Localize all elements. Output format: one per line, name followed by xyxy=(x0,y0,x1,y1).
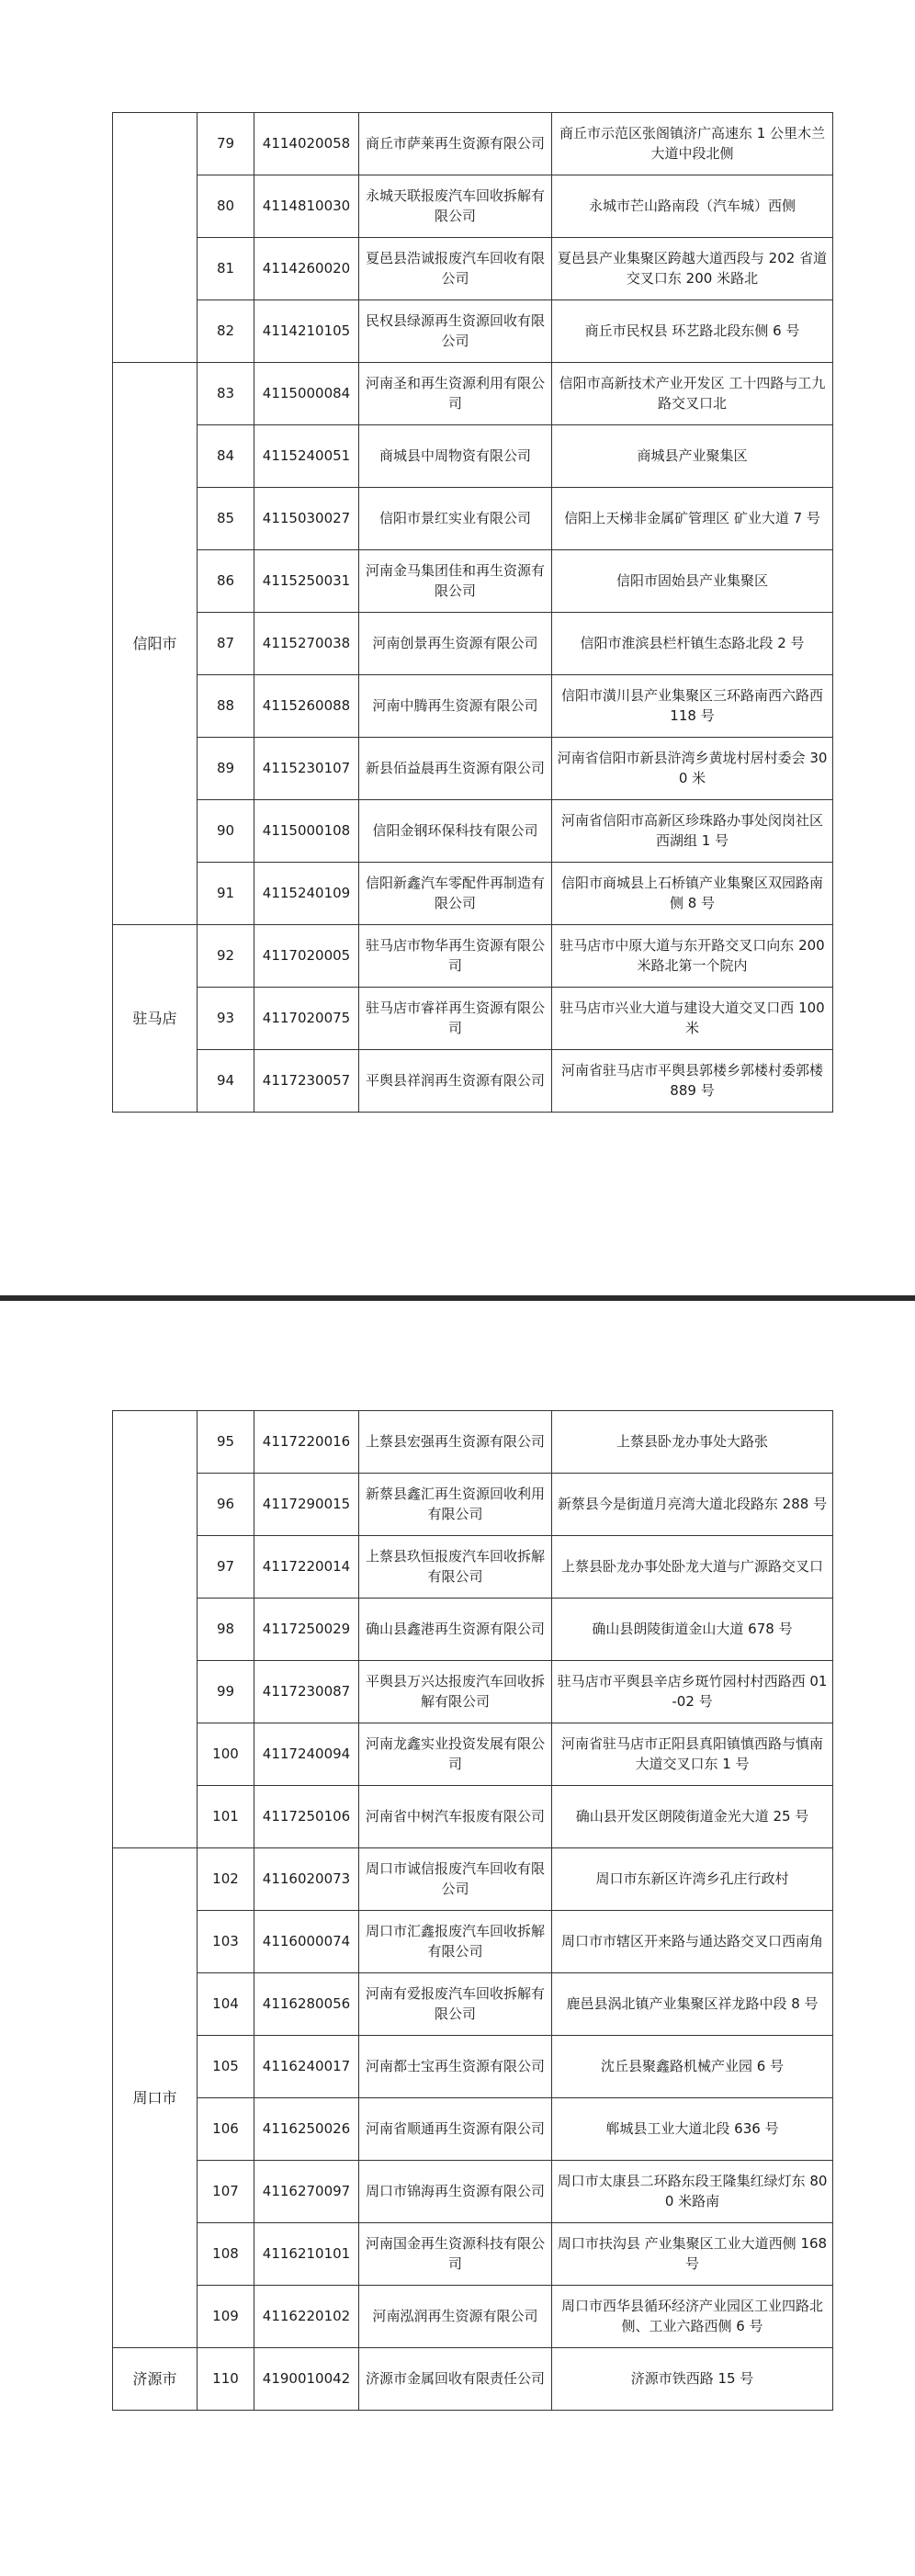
registration-code-cell: 4115240109 xyxy=(254,863,359,925)
registration-code-cell: 4115030027 xyxy=(254,488,359,550)
address-cell: 商城县产业聚集区 xyxy=(552,425,833,488)
registration-code-cell: 4117290015 xyxy=(254,1474,359,1536)
registration-code-cell: 4117250106 xyxy=(254,1786,359,1848)
table-row xyxy=(113,675,833,738)
address-cell: 鹿邑县涡北镇产业集聚区祥龙路中段 8 号 xyxy=(552,1973,833,2036)
row-number-cell: 89 xyxy=(198,738,254,800)
registration-code-cell: 4117230087 xyxy=(254,1661,359,1723)
table-body-page-1 xyxy=(113,113,833,1113)
table-row xyxy=(113,1723,833,1786)
registration-code-cell: 4117220016 xyxy=(254,1411,359,1474)
company-name-cell: 驻马店市物华再生资源有限公司 xyxy=(359,925,552,988)
company-name-cell: 济源市金属回收有限责任公司 xyxy=(359,2348,552,2411)
registration-code-cell: 4117230057 xyxy=(254,1050,359,1113)
row-number-cell: 82 xyxy=(198,300,254,363)
company-name-cell: 商丘市萨莱再生资源有限公司 xyxy=(359,113,552,175)
table-row xyxy=(113,2223,833,2286)
address-cell: 信阳市高新技术产业开发区 工十四路与工九路交叉口北 xyxy=(552,363,833,425)
document-page-2 xyxy=(0,1301,915,2576)
address-cell: 驻马店市平舆县辛店乡斑竹园村村西路西 01-02 号 xyxy=(552,1661,833,1723)
table-row xyxy=(113,1050,833,1113)
registration-code-cell: 4116240017 xyxy=(254,2036,359,2098)
recycler-table-page-1 xyxy=(112,112,833,1113)
registration-code-cell: 4116270097 xyxy=(254,2161,359,2223)
address-cell: 信阳市淮滨县栏杆镇生态路北段 2 号 xyxy=(552,613,833,675)
company-name-cell: 永城天联报废汽车回收拆解有限公司 xyxy=(359,175,552,238)
table-row xyxy=(113,1786,833,1848)
address-cell: 周口市西华县循环经济产业园区工业四路北侧、工业六路西侧 6 号 xyxy=(552,2286,833,2348)
registration-code-cell: 4115230107 xyxy=(254,738,359,800)
row-number-cell: 81 xyxy=(198,238,254,300)
registration-code-cell: 4115260088 xyxy=(254,675,359,738)
address-cell: 周口市扶沟县 产业集聚区工业大道西侧 168 号 xyxy=(552,2223,833,2286)
row-number-cell: 103 xyxy=(198,1911,254,1973)
table-row xyxy=(113,488,833,550)
company-name-cell: 河南龙鑫实业投资发展有限公司 xyxy=(359,1723,552,1786)
company-name-cell: 河南泓润再生资源有限公司 xyxy=(359,2286,552,2348)
registration-code-cell: 4116220102 xyxy=(254,2286,359,2348)
address-cell: 驻马店市中原大道与东开路交叉口向东 200 米路北第一个院内 xyxy=(552,925,833,988)
company-name-cell: 平舆县祥润再生资源有限公司 xyxy=(359,1050,552,1113)
registration-code-cell: 4117250029 xyxy=(254,1599,359,1661)
company-name-cell: 河南有爱报废汽车回收拆解有限公司 xyxy=(359,1973,552,2036)
company-name-cell: 商城县中周物资有限公司 xyxy=(359,425,552,488)
registration-code-cell: 4114810030 xyxy=(254,175,359,238)
company-name-cell: 信阳金钢环保科技有限公司 xyxy=(359,800,552,863)
company-name-cell: 周口市锦海再生资源有限公司 xyxy=(359,2161,552,2223)
table-row xyxy=(113,113,833,175)
company-name-cell: 河南国金再生资源科技有限公司 xyxy=(359,2223,552,2286)
table-row xyxy=(113,425,833,488)
address-cell: 上蔡县卧龙办事处大路张 xyxy=(552,1411,833,1474)
company-name-cell: 河南圣和再生资源利用有限公司 xyxy=(359,363,552,425)
address-cell: 驻马店市兴业大道与建设大道交叉口西 100 米 xyxy=(552,988,833,1050)
row-number-cell: 93 xyxy=(198,988,254,1050)
registration-code-cell: 4117020005 xyxy=(254,925,359,988)
company-name-cell: 平舆县万兴达报废汽车回收拆解有限公司 xyxy=(359,1661,552,1723)
city-cell: 周口市 xyxy=(113,1848,198,2348)
row-number-cell: 87 xyxy=(198,613,254,675)
company-name-cell: 夏邑县浩诚报废汽车回收有限公司 xyxy=(359,238,552,300)
company-name-cell: 民权县绿源再生资源回收有限公司 xyxy=(359,300,552,363)
registration-code-cell: 4115250031 xyxy=(254,550,359,613)
company-name-cell: 河南省中树汽车报废有限公司 xyxy=(359,1786,552,1848)
table-row xyxy=(113,238,833,300)
table-row xyxy=(113,1411,833,1474)
row-number-cell: 99 xyxy=(198,1661,254,1723)
registration-code-cell: 4115240051 xyxy=(254,425,359,488)
address-cell: 夏邑县产业集聚区跨越大道西段与 202 省道交叉口东 200 米路北 xyxy=(552,238,833,300)
company-name-cell: 上蔡县宏强再生资源有限公司 xyxy=(359,1411,552,1474)
table-row xyxy=(113,2348,833,2411)
registration-code-cell: 4116020073 xyxy=(254,1848,359,1911)
company-name-cell: 新县佰益晨再生资源有限公司 xyxy=(359,738,552,800)
row-number-cell: 102 xyxy=(198,1848,254,1911)
table-row xyxy=(113,1973,833,2036)
registration-code-cell: 4115270038 xyxy=(254,613,359,675)
registration-code-cell: 4116000074 xyxy=(254,1911,359,1973)
company-name-cell: 确山县鑫港再生资源有限公司 xyxy=(359,1599,552,1661)
registration-code-cell: 4115000108 xyxy=(254,800,359,863)
address-cell: 信阳市固始县产业集聚区 xyxy=(552,550,833,613)
address-cell: 信阳上天梯非金属矿管理区 矿业大道 7 号 xyxy=(552,488,833,550)
row-number-cell: 90 xyxy=(198,800,254,863)
row-number-cell: 94 xyxy=(198,1050,254,1113)
table-row xyxy=(113,1911,833,1973)
address-cell: 沈丘县聚鑫路机械产业园 6 号 xyxy=(552,2036,833,2098)
row-number-cell: 100 xyxy=(198,1723,254,1786)
row-number-cell: 80 xyxy=(198,175,254,238)
table-row xyxy=(113,550,833,613)
table-row xyxy=(113,925,833,988)
address-cell: 上蔡县卧龙办事处卧龙大道与广源路交叉口 xyxy=(552,1536,833,1599)
table-row xyxy=(113,1848,833,1911)
city-cell xyxy=(113,1411,198,1848)
registration-code-cell: 4114020058 xyxy=(254,113,359,175)
row-number-cell: 84 xyxy=(198,425,254,488)
company-name-cell: 周口市汇鑫报废汽车回收拆解有限公司 xyxy=(359,1911,552,1973)
city-cell xyxy=(113,113,198,363)
registration-code-cell: 4116280056 xyxy=(254,1973,359,2036)
company-name-cell: 河南都士宝再生资源有限公司 xyxy=(359,2036,552,2098)
row-number-cell: 109 xyxy=(198,2286,254,2348)
row-number-cell: 92 xyxy=(198,925,254,988)
table-row xyxy=(113,738,833,800)
city-cell: 济源市 xyxy=(113,2348,198,2411)
table-row xyxy=(113,363,833,425)
company-name-cell: 信阳市景红实业有限公司 xyxy=(359,488,552,550)
row-number-cell: 106 xyxy=(198,2098,254,2161)
table-row xyxy=(113,800,833,863)
row-number-cell: 85 xyxy=(198,488,254,550)
address-cell: 河南省信阳市新县浒湾乡黄垅村居村委会 300 米 xyxy=(552,738,833,800)
table-row xyxy=(113,2161,833,2223)
address-cell: 永城市芒山路南段（汽车城）西侧 xyxy=(552,175,833,238)
row-number-cell: 95 xyxy=(198,1411,254,1474)
table-row xyxy=(113,988,833,1050)
table-row xyxy=(113,2098,833,2161)
address-cell: 商丘市民权县 环艺路北段东侧 6 号 xyxy=(552,300,833,363)
company-name-cell: 河南中腾再生资源有限公司 xyxy=(359,675,552,738)
company-name-cell: 信阳新鑫汽车零配件再制造有限公司 xyxy=(359,863,552,925)
table-row xyxy=(113,2286,833,2348)
row-number-cell: 88 xyxy=(198,675,254,738)
registration-code-cell: 4115000084 xyxy=(254,363,359,425)
address-cell: 新蔡县今是街道月亮湾大道北段路东 288 号 xyxy=(552,1474,833,1536)
address-cell: 济源市铁西路 15 号 xyxy=(552,2348,833,2411)
address-cell: 周口市东新区许湾乡孔庄行政村 xyxy=(552,1848,833,1911)
company-name-cell: 河南创景再生资源有限公司 xyxy=(359,613,552,675)
address-cell: 河南省驻马店市平舆县郭楼乡郭楼村委郭楼 889 号 xyxy=(552,1050,833,1113)
registration-code-cell: 4190010042 xyxy=(254,2348,359,2411)
table-row xyxy=(113,1661,833,1723)
registration-code-cell: 4117240094 xyxy=(254,1723,359,1786)
row-number-cell: 97 xyxy=(198,1536,254,1599)
row-number-cell: 104 xyxy=(198,1973,254,2036)
table-row xyxy=(113,2036,833,2098)
registration-code-cell: 4114260020 xyxy=(254,238,359,300)
address-cell: 确山县开发区朗陵街道金光大道 25 号 xyxy=(552,1786,833,1848)
row-number-cell: 108 xyxy=(198,2223,254,2286)
company-name-cell: 河南省顺通再生资源有限公司 xyxy=(359,2098,552,2161)
table-row xyxy=(113,613,833,675)
row-number-cell: 79 xyxy=(198,113,254,175)
address-cell: 周口市太康县二环路东段王隆集红绿灯东 800 米路南 xyxy=(552,2161,833,2223)
row-number-cell: 96 xyxy=(198,1474,254,1536)
registration-code-cell: 4116210101 xyxy=(254,2223,359,2286)
row-number-cell: 105 xyxy=(198,2036,254,2098)
table-row xyxy=(113,1536,833,1599)
row-number-cell: 101 xyxy=(198,1786,254,1848)
registration-code-cell: 4117020075 xyxy=(254,988,359,1050)
company-name-cell: 上蔡县玖恒报废汽车回收拆解有限公司 xyxy=(359,1536,552,1599)
address-cell: 信阳市商城县上石桥镇产业集聚区双园路南侧 8 号 xyxy=(552,863,833,925)
address-cell: 商丘市示范区张阁镇济广高速东 1 公里木兰大道中段北侧 xyxy=(552,113,833,175)
city-cell: 驻马店 xyxy=(113,925,198,1113)
address-cell: 信阳市潢川县产业集聚区三环路南西六路西 118 号 xyxy=(552,675,833,738)
table-row xyxy=(113,863,833,925)
row-number-cell: 83 xyxy=(198,363,254,425)
city-cell: 信阳市 xyxy=(113,363,198,925)
row-number-cell: 107 xyxy=(198,2161,254,2223)
recycler-table-page-2 xyxy=(112,1410,833,2411)
row-number-cell: 110 xyxy=(198,2348,254,2411)
table-body-page-2 xyxy=(113,1411,833,2411)
row-number-cell: 86 xyxy=(198,550,254,613)
address-cell: 河南省驻马店市正阳县真阳镇慎西路与慎南大道交叉口东 1 号 xyxy=(552,1723,833,1786)
table-row xyxy=(113,1474,833,1536)
address-cell: 河南省信阳市高新区珍珠路办事处闵岗社区西湖组 1 号 xyxy=(552,800,833,863)
table-row xyxy=(113,175,833,238)
company-name-cell: 新蔡县鑫汇再生资源回收利用有限公司 xyxy=(359,1474,552,1536)
address-cell: 周口市市辖区开来路与通达路交叉口西南角 xyxy=(552,1911,833,1973)
row-number-cell: 98 xyxy=(198,1599,254,1661)
table-row xyxy=(113,1599,833,1661)
registration-code-cell: 4116250026 xyxy=(254,2098,359,2161)
company-name-cell: 驻马店市睿祥再生资源有限公司 xyxy=(359,988,552,1050)
table-row xyxy=(113,300,833,363)
company-name-cell: 周口市诚信报废汽车回收有限公司 xyxy=(359,1848,552,1911)
row-number-cell: 91 xyxy=(198,863,254,925)
registration-code-cell: 4117220014 xyxy=(254,1536,359,1599)
registration-code-cell: 4114210105 xyxy=(254,300,359,363)
company-name-cell: 河南金马集团佳和再生资源有限公司 xyxy=(359,550,552,613)
address-cell: 郸城县工业大道北段 636 号 xyxy=(552,2098,833,2161)
address-cell: 确山县朗陵街道金山大道 678 号 xyxy=(552,1599,833,1661)
